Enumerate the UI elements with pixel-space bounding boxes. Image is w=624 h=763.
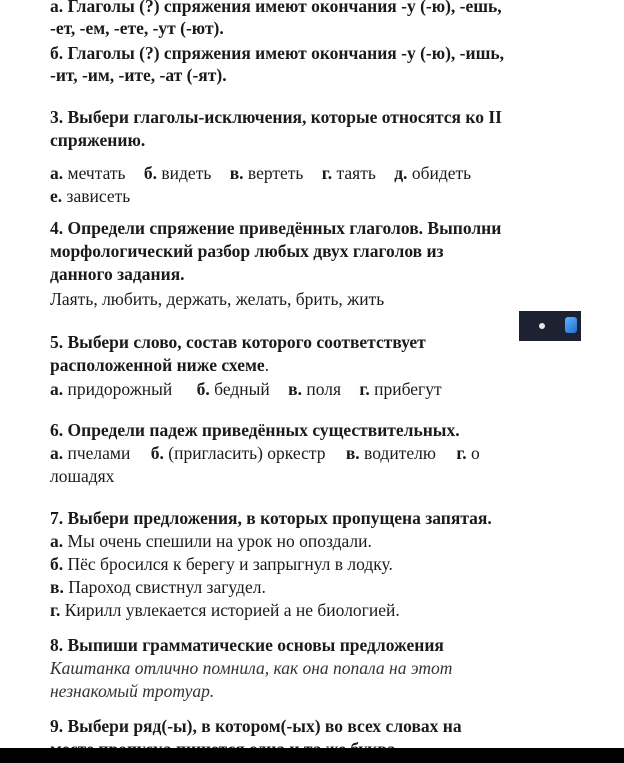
q4-title-end: данного задания. — [50, 264, 185, 284]
q6-option-d[interactable]: г. о — [456, 443, 480, 463]
q6-option-c[interactable]: в. водителю — [345, 443, 436, 463]
rule-a-line: а. Глаголы (?) спряжения имеют окончания -у (-ю), -ешь, — [50, 0, 502, 16]
q6-title: 6. Определи падеж приведённых существительных. — [50, 420, 460, 440]
q8-sentence-cont: незнакомый тротуар. — [50, 681, 215, 701]
q7-option-a[interactable]: а. Мы очень спешили на урок но опоздали. — [50, 531, 372, 551]
q9-title: 9. Выбери ряд(-ы), в котором(-ых) во всех словах на — [50, 716, 462, 736]
q3-option-b[interactable]: б. видеть — [143, 163, 212, 183]
app-badge-icon — [565, 317, 577, 333]
q6-option-a[interactable]: а. пчелами — [50, 443, 131, 463]
rule-a — [50, 0, 502, 17]
q5-option-b[interactable]: б. бедный — [196, 379, 270, 399]
q6-option-d-wrap: лошадях — [50, 466, 115, 486]
rule-b-cont: -ит, -им, -ите, -ат (-ят). — [50, 65, 227, 85]
q5-title-line2 — [50, 354, 269, 376]
q3-option-c[interactable]: в. вертеть — [229, 163, 304, 183]
rule-b: б. Глаголы (?) спряжения имеют окончания -у (-ю), -ишь, — [50, 43, 505, 63]
q4-verbs: Лаять, любить, держать, желать, брить, жить — [50, 289, 385, 309]
q8-title: 8. Выпиши грамматические основы предложения — [50, 635, 444, 655]
q7-option-b[interactable]: б. Пёс бросился к берегу и запрыгнул в лодку. — [50, 554, 393, 574]
q5-options — [50, 378, 456, 400]
q3-option-f[interactable]: е. зависеть — [50, 186, 131, 206]
q7-option-c[interactable]: в. Пароход свистнул загудел. — [50, 577, 266, 597]
q3-title: 3. Выбери глаголы-исключения, которые относятся ко II — [50, 107, 502, 127]
q6-option-b[interactable]: б. (пригласить) оркестр — [150, 443, 326, 463]
q4-title-cont: морфологический разбор любых двух глаголов из — [50, 241, 444, 261]
bottom-bar — [0, 748, 624, 763]
q3-option-d[interactable]: г. таять — [321, 163, 376, 183]
q3-options-wrap — [50, 185, 144, 207]
q4-title: 4. Определи спряжение приведённых глаголов. Выполни — [50, 218, 502, 238]
q5-title-cont: расположенной ниже схеме — [50, 355, 265, 375]
q6-options — [50, 442, 480, 464]
q3-option-e[interactable]: д. обидеть — [394, 163, 472, 183]
q7-title: 7. Выбери предложения, в которых пропущена запятая. — [50, 508, 492, 528]
q3-title-cont: спряжению. — [50, 130, 146, 150]
q8-sentence: Каштанка отлично помнила, как она попала на этот — [50, 658, 453, 678]
q5-option-c[interactable]: в. поля — [288, 379, 342, 399]
q3-option-a[interactable]: а. мечтать — [50, 163, 126, 183]
scheme-dot — [539, 323, 545, 329]
q5-option-d[interactable]: г. прибегут — [359, 379, 442, 399]
q5-title-period: . — [264, 355, 270, 375]
q5-option-a[interactable]: а. придорожный — [50, 379, 173, 399]
rule-a-cont: -ет, -ем, -ете, -ут (-ют). — [50, 18, 224, 38]
q5-title: 5. Выбери слово, состав которого соответствует — [50, 332, 426, 352]
q3-options — [50, 162, 485, 184]
morpheme-scheme-image — [519, 311, 581, 341]
q7-option-d[interactable]: г. Кирилл увлекается историей а не биологией. — [50, 600, 400, 620]
